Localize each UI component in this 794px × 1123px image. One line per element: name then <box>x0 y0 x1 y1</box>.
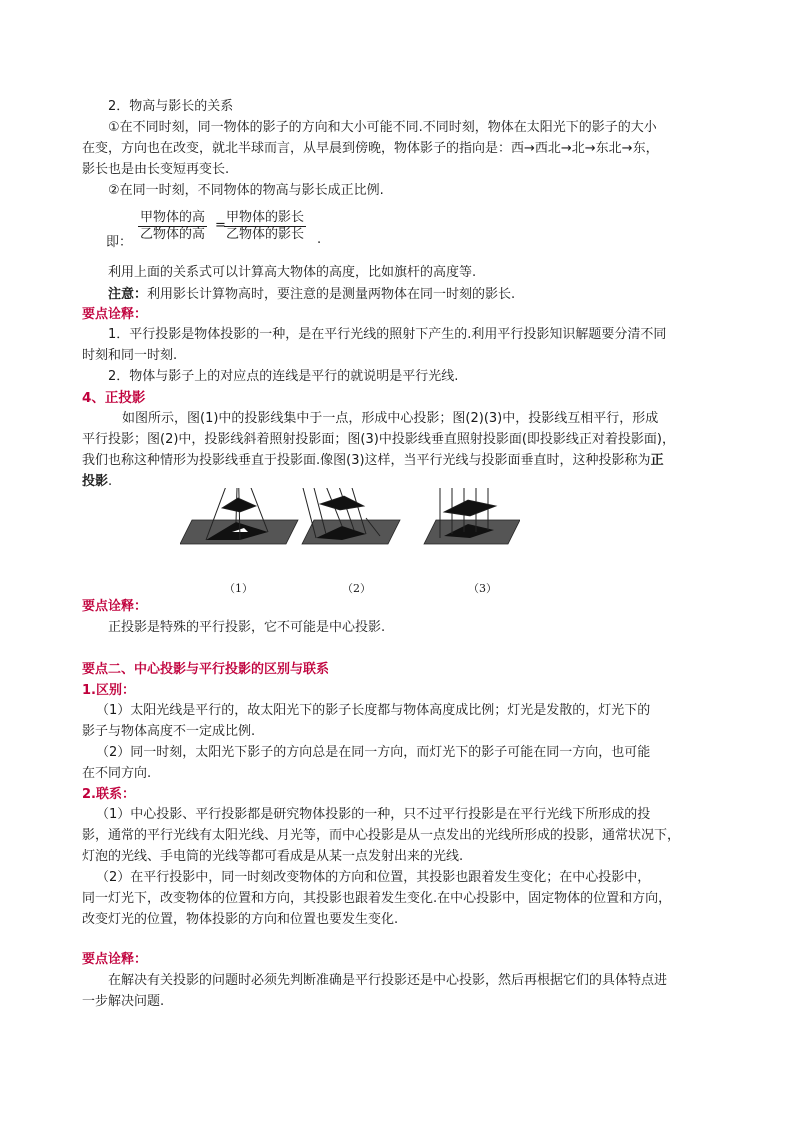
bold-term: 正 <box>650 453 664 468</box>
paragraph-line <box>82 452 664 470</box>
oblique-projection-figure <box>302 488 400 544</box>
paragraph-line: （2）同一时刻，太阳光下影子的方向总是在同一方向，而灯光下的影子可能在同一方向，也可能 <box>96 745 651 760</box>
paragraph-line: 2．物体与影子上的对应点的连线是平行的就说明是平行光线. <box>108 369 459 384</box>
projection-figures <box>180 488 520 600</box>
paragraph-line: ①在不同时刻，同一物体的影子的方向和大小可能不同.不同时刻，物体在太阳光下的影子的大小 <box>108 120 657 135</box>
paragraph-line: 影，通常的平行光线有太阳光线、月光等，而中心投影是从一点发出的光线所形成的投影，通常状况下， <box>82 828 681 843</box>
fraction-denominator: 乙物体的高 <box>140 227 206 242</box>
part-title-central-vs-parallel: 要点二、中心投影与平行投影的区别与联系 <box>82 662 330 677</box>
paragraph-line: 影长也是由长变短再变长. <box>82 162 230 177</box>
connection-label: 2.联系： <box>82 787 135 802</box>
paragraph-line: 改变灯光的位置，物体投影的方向和位置也要发生变化. <box>82 912 399 927</box>
paragraph-line: 平行投影；图(2)中，投影线斜着照射投影面；图(3)中投影线垂直照射投影面(即投影线正对着投影面)， <box>82 432 675 447</box>
paragraph-line: （1）太阳光线是平行的，故太阳光下的影子长度都与物体高度成比例；灯光是发散的，灯光下的 <box>96 703 651 718</box>
object-triangle <box>320 496 364 510</box>
tip-label: 要点诠释： <box>82 307 148 322</box>
paragraph-line: 影子与物体高度不一定成比例. <box>82 724 256 739</box>
paragraph-line: 灯泡的光线、手电筒的光线等都可看成是从某一点发射出来的光线. <box>82 849 464 864</box>
fraction-height <box>138 210 207 243</box>
paragraph-line: 利用上面的关系式可以计算高大物体的高度，比如旗杆的高度等. <box>108 265 477 280</box>
fraction-numerator: 甲物体的高 <box>140 210 206 225</box>
paragraph-line: （2）在平行投影中，同一时刻改变物体的方向和位置，其投影也跟着发生变化；在中心投影中， <box>96 870 651 885</box>
section-title-height-shadow: 2．物高与影长的关系 <box>108 99 234 114</box>
paragraph-line: 一步解决问题. <box>82 994 165 1009</box>
paragraph-line: 1．平行投影是物体投影的一种，是在平行光线的照射下产生的.利用平行投影知识解题要分清不同 <box>108 327 667 342</box>
bold-term: 投影 <box>82 474 109 489</box>
paragraph-line: （1）中心投影、平行投影都是研究物体投影的一种，只不过平行投影是在平行光线下所形成的投 <box>96 807 651 822</box>
formula-period: . <box>317 232 322 247</box>
paragraph-line: 在不同方向. <box>82 766 152 781</box>
paragraph-line: 正投影是特殊的平行投影，它不可能是中心投影. <box>108 620 386 635</box>
formula-prefix: 即： <box>106 235 133 250</box>
note-label: 注意： <box>108 287 148 302</box>
figure-label-2: （2） <box>342 582 371 595</box>
central-projection-figure <box>180 488 298 544</box>
paragraph-line <box>82 473 112 491</box>
paragraph-line: 在解决有关投影的问题时必须先判断准确是平行投影还是中心投影，然后再根据它们的具体特点进 <box>108 973 668 988</box>
figure-label-1: （1） <box>224 582 253 595</box>
paragraph-line: 在变，方向也在改变，就北半球而言，从早晨到傍晚，物体影子的指向是：西→西北→北→东北→东， <box>82 141 659 156</box>
paragraph-line: 如图所示，图(1)中的投影线集中于一点，形成中心投影；图(2)(3)中，投影线互相平行，形成 <box>122 411 659 426</box>
paragraph-text: 我们也称这种情形为投影线垂直于投影面.像图(3)这样，当平行光线与投影面垂直时，这种投影称为 <box>82 453 651 468</box>
paragraph-line: 时刻和同一时刻. <box>82 348 178 363</box>
difference-label: 1.区别： <box>82 683 135 698</box>
fraction-shadow <box>224 210 306 243</box>
fraction-numerator: 甲物体的影长 <box>226 210 305 225</box>
note-text: 利用影长计算物高时，要注意的是测量两物体在同一时刻的影长. <box>147 287 516 302</box>
orthographic-projection-figure <box>424 488 520 544</box>
paragraph-line: ②在同一时刻，不同物体的物高与影长成正比例. <box>108 183 384 198</box>
paragraph-text: . <box>108 474 113 489</box>
paragraph-line: 同一灯光下，改变物体的位置和方向，其投影也跟着发生变化.在中心投影中，固定物体的位置和方向， <box>82 891 672 906</box>
figure-label-3: （3） <box>468 582 497 595</box>
fraction-denominator: 乙物体的影长 <box>226 227 305 242</box>
equals-sign: = <box>215 218 226 233</box>
section-title-orthographic: 4、正投影 <box>82 390 146 406</box>
tip-label: 要点诠释： <box>82 952 148 967</box>
object-triangle <box>222 498 256 512</box>
note-line <box>108 286 515 304</box>
tip-label: 要点诠释： <box>82 599 148 614</box>
